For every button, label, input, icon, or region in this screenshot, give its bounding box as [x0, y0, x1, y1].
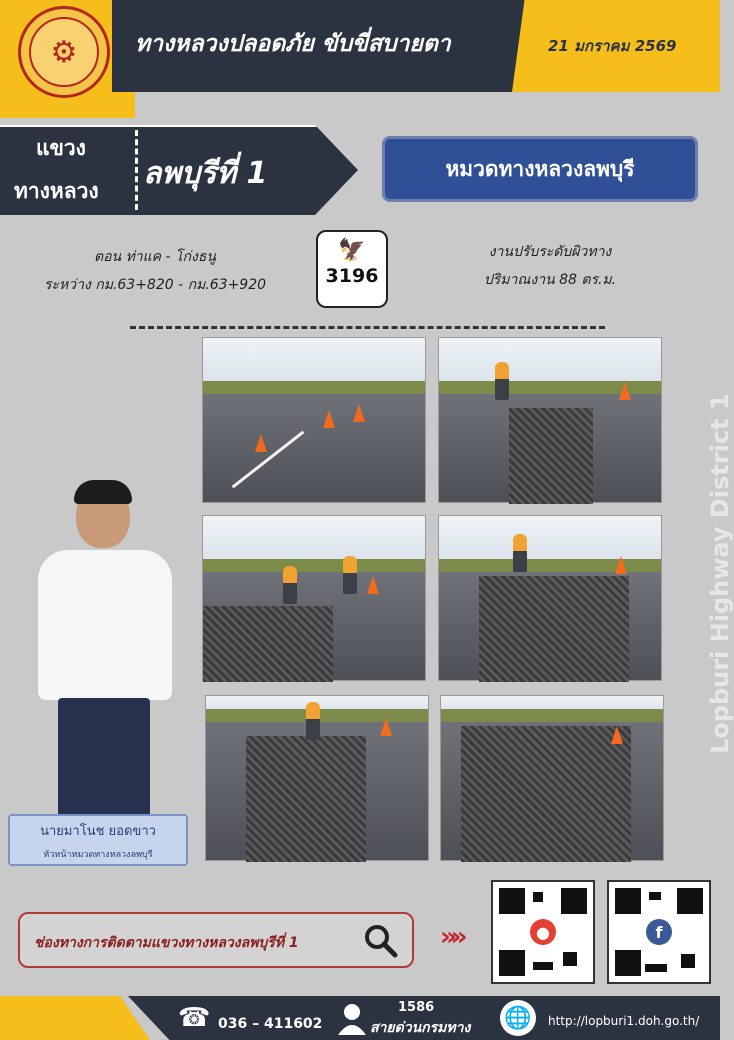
follow-channels-label: ช่องทางการติดตามแขวงทางหลวงลพบุรีที่ 1	[34, 935, 299, 951]
route-badge	[316, 230, 388, 308]
hotline-agent-icon	[336, 1001, 368, 1035]
garuda-emblem-icon: 🦅	[338, 238, 366, 263]
footer-phone[interactable]: 036 – 411602	[218, 1016, 323, 1032]
work-photo-4	[438, 515, 662, 681]
page-title: ทางหลวงปลอดภัย ขับขี่สบายตา	[135, 31, 451, 57]
location-range: ระหว่าง กม.63+820 - กม.63+920	[43, 277, 267, 293]
globe-icon: 🌐	[500, 1000, 536, 1036]
person-position: หัวหน้าหมวดทางหลวงลพบุรี	[43, 850, 153, 860]
watermark-text: Lopburi Highway District 1	[706, 393, 734, 754]
dashed-divider	[130, 326, 605, 329]
work-quantity: ปริมาณงาน 88 ตร.ม.	[483, 272, 617, 288]
follow-channels-bar[interactable]	[18, 912, 414, 968]
map-pin-icon: ●	[530, 919, 556, 945]
district-name: ลพบุรีที่ 1	[143, 156, 268, 191]
work-photo-1	[202, 337, 426, 503]
phone-icon: ☎	[178, 1003, 211, 1033]
work-photo-2	[438, 337, 662, 503]
qr-code-map[interactable]	[491, 880, 595, 984]
district-divider	[135, 130, 138, 210]
person-photo	[30, 480, 180, 820]
location-info	[20, 243, 290, 299]
work-photo-6	[440, 695, 664, 861]
work-photo-5	[205, 695, 429, 861]
location-segment: ตอน ท่าแค - โก่งธนู	[94, 249, 216, 265]
header-date: 21 มกราคม 2569	[548, 37, 677, 55]
work-photo-3	[202, 515, 426, 681]
work-title: งานปรับระดับผิวทาง	[488, 244, 612, 260]
hotline-number[interactable]: 1586	[398, 1000, 435, 1015]
qr-code-facebook[interactable]	[607, 880, 711, 984]
search-icon	[362, 922, 398, 958]
footer-yellow-panel	[0, 996, 150, 1040]
person-name: นายมาโนช ยอดขาว	[40, 824, 156, 839]
chevron-right-icon: »»	[440, 922, 462, 952]
facebook-icon: f	[646, 919, 672, 945]
department-logo	[18, 6, 110, 98]
district-label-line1: แขวง	[36, 136, 86, 160]
logo-emblem-icon: ⚙	[29, 17, 99, 87]
website-link[interactable]: http://lopburi1.doh.go.th/	[548, 1014, 700, 1028]
hotline-label: สายด่วนกรมทาง	[370, 1020, 471, 1036]
route-number: 3196	[325, 265, 379, 287]
person-name-box	[8, 814, 188, 866]
section-name: หมวดทางหลวงลพบุรี	[382, 136, 698, 202]
district-label-line2: ทางหลวง	[14, 179, 99, 203]
work-info	[430, 238, 670, 294]
